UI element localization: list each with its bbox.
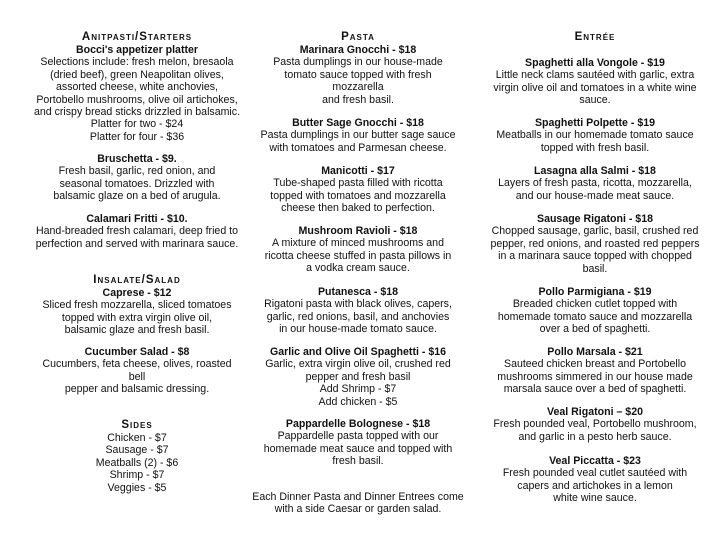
item-desc-line: Platter for two - $24 (90, 118, 184, 131)
item-desc-line: Rigatoni pasta with black olives, capers, (264, 298, 452, 311)
item-desc-line: (dried beef), green Neapolitan olives, (50, 68, 224, 81)
menu-footer-note (252, 491, 464, 516)
menu-item-putanesca (252, 286, 464, 336)
item-desc-line: virgin olive oil and tomatoes in a white wine (493, 81, 697, 94)
item-desc-line: mozzarella (332, 81, 384, 94)
side-item: Meatballs (2) - $6 (95, 456, 179, 469)
item-desc-line: and crispy bread sticks drizzled in balsamic. (33, 106, 241, 119)
item-desc-line: pepper, red onions, and roasted red peppers (490, 237, 700, 250)
footer-line: Each Dinner Pasta and Dinner Entrees come (252, 491, 464, 503)
menu-item-garlic-oil-spaghetti (252, 346, 464, 408)
side-item: Chicken - $7 (107, 432, 167, 444)
item-name: Mushroom Ravioli - $18 (298, 225, 418, 237)
menu-item-veal-rigatoni (476, 406, 714, 443)
item-name: Cucumber Salad - $8 (84, 346, 190, 358)
item-desc-line: capers and artichokes in a lemon (517, 479, 673, 492)
item-desc-line: Garlic, extra virgin olive oil, crushed red (265, 358, 451, 371)
item-desc-line: bell (128, 370, 146, 383)
item-desc-line: balsamic glaze on a bed of arugula. (53, 190, 221, 203)
item-desc-line: topped with fresh basil. (540, 141, 650, 154)
menu-item-bruschetta (22, 153, 252, 203)
item-desc-line: Fresh pounded veal cutlet sautéed with (502, 467, 688, 480)
item-desc-line: in a marinara sauce topped with chopped (498, 250, 692, 263)
item-desc-line: sauce. (579, 94, 611, 107)
menu-item-calamari (22, 213, 252, 250)
item-name: Pollo Parmigiana - $19 (538, 286, 652, 298)
item-desc-line: Layers of fresh pasta, ricotta, mozzarella, (498, 177, 692, 190)
item-desc-line: Sliced fresh mozzarella, sliced tomatoes (42, 299, 232, 312)
item-desc-line: Platter for four - $36 (89, 130, 185, 143)
item-desc-line: over a bed of spaghetti. (539, 323, 651, 336)
item-desc-line: and garlic in a pesto herb sauce. (518, 430, 672, 443)
item-desc-line: seasonal tomatoes. Drizzled with (59, 177, 215, 190)
sides-section (22, 419, 252, 494)
antipasti-heading: Anitpasti/Starters (81, 31, 193, 43)
item-desc-line: white wine sauce. (553, 492, 637, 505)
item-desc-line: A mixture of minced mushrooms and (272, 237, 444, 250)
menu-item-marinara-gnocchi (252, 44, 464, 106)
item-desc-line: Hand-breaded fresh calamari, deep fried to (36, 225, 238, 238)
item-name: Bocci's appetizer platter (75, 44, 199, 56)
item-desc-line: Pasta dumplings in our butter sage sauce (260, 129, 456, 142)
pasta-heading: Pasta (341, 31, 375, 43)
item-desc-line: marsala sauce over a bed of spaghetti. (503, 383, 687, 396)
menu-item-pollo-parmigiana (476, 286, 714, 336)
item-desc-line: tomato sauce topped with fresh (284, 68, 432, 81)
item-desc-line: topped with tomatoes and mozzarella (270, 189, 446, 202)
item-name: Garlic and Olive Oil Spaghetti - $16 (269, 346, 447, 358)
entree-heading: Entrée (574, 31, 616, 43)
item-desc-line: Fresh basil, garlic, red onion, and (58, 165, 216, 178)
item-desc-line: Selections include: fresh melon, bresaola (40, 56, 234, 69)
item-desc-line: assorted cheese, white anchovies, (56, 81, 218, 94)
item-desc-line: in our house-made tomato sauce. (279, 323, 437, 336)
sides-heading: Sides (121, 419, 153, 431)
item-name: Putanesca - $18 (317, 286, 399, 298)
item-name: Calamari Fritti - $10. (86, 213, 188, 225)
item-desc-line: ricotta cheese stuffed in pasta pillows in (264, 249, 452, 262)
item-desc-line: mushrooms simmered in our house made (497, 370, 693, 383)
side-item: Shrimp - $7 (109, 469, 165, 482)
menu-item-pappardelle-bolognese (252, 418, 464, 468)
item-desc-line: basil. (582, 262, 608, 275)
menu-item-mushroom-ravioli (252, 225, 464, 275)
item-desc-line: Add chicken - $5 (318, 395, 398, 408)
menu-item-platter (22, 44, 252, 143)
menu-item-vongole (476, 57, 714, 107)
item-name: Pollo Marsala - $21 (547, 346, 643, 358)
side-item: Sausage - $7 (105, 444, 169, 457)
item-desc-line: Meatballs in our homemade tomato sauce (496, 129, 694, 142)
menu-item-lasagna (476, 165, 714, 202)
menu-item-caprese (22, 287, 252, 337)
item-desc-line: homemade tomato sauce and mozzarella (497, 310, 693, 323)
item-desc-line: homemade meat sauce and topped with (263, 442, 453, 455)
item-desc-line: Fresh pounded veal, Portobello mushroom, (493, 418, 697, 431)
item-desc-line: Chopped sausage, garlic, basil, crushed red (491, 225, 699, 238)
item-desc-line: garlic, red onions, basil, and anchovies (266, 310, 450, 323)
insalate-heading: Insalate/Salad (93, 274, 181, 286)
item-name: Veal Piccatta - $23 (549, 455, 641, 467)
item-desc-line: a vodka cream sauce. (306, 262, 410, 275)
item-desc-line: Little neck clams sautéed with garlic, extra (495, 69, 695, 82)
item-desc-line: fresh basil. (332, 455, 384, 468)
item-desc-line: pepper and fresh basil (305, 370, 411, 383)
item-desc-line: Pappardelle pasta topped with our (277, 430, 439, 443)
menu-item-polpette (476, 117, 714, 154)
item-name: Spaghetti alla Vongole - $19 (525, 57, 665, 69)
item-name: Caprese - $12 (102, 287, 172, 299)
item-name: Butter Sage Gnocchi - $18 (292, 117, 424, 129)
item-desc-line: Breaded chicken cutlet topped with (512, 298, 678, 311)
item-name: Lasagna alla Salmi - $18 (534, 165, 656, 177)
item-desc-line: balsamic glaze and fresh basil. (64, 324, 210, 337)
item-desc-line: and our house-made meat sauce. (515, 189, 675, 202)
menu-item-veal-piccatta (476, 455, 714, 505)
item-desc-line: Add Shrimp - $7 (319, 383, 397, 396)
item-desc-line: cheese then baked to perfection. (281, 202, 435, 215)
menu-item-sausage-rigatoni (476, 213, 714, 275)
item-desc-line: Sauteed chicken breast and Portobello (504, 358, 686, 371)
item-desc-line: with tomatoes and Parmesan cheese. (269, 141, 447, 154)
item-name: Marinara Gnocchi - $18 (299, 44, 417, 56)
item-desc-line: topped with extra virgin olive oil, (61, 311, 213, 324)
item-name: Sausage Rigatoni - $18 (537, 213, 653, 225)
item-desc-line: pepper and balsamic dressing. (64, 383, 210, 396)
item-desc-line: perfection and served with marinara sauce. (35, 237, 239, 250)
menu-item-manicotti (252, 165, 464, 215)
menu-item-cucumber-salad (22, 346, 252, 396)
item-desc-line: Portobello mushrooms, olive oil artichokes, (36, 93, 238, 106)
item-name: Manicotti - $17 (321, 165, 395, 177)
item-name: Spaghetti Polpette - $19 (534, 117, 656, 129)
item-desc-line: Tube-shaped pasta filled with ricotta (273, 177, 443, 190)
item-desc-line: Cucumbers, feta cheese, olives, roasted (42, 358, 232, 371)
side-item: Veggies - $5 (107, 481, 167, 494)
footer-line: with a side Caesar or garden salad. (274, 503, 442, 516)
item-name: Pappardelle Bolognese - $18 (285, 418, 431, 430)
menu-item-butter-sage-gnocchi (252, 117, 464, 154)
item-name: Bruschetta - $9. (97, 153, 177, 165)
item-desc-line: Pasta dumplings in our house-made (273, 56, 443, 69)
item-name: Veal Rigatoni – $20 (547, 406, 643, 418)
menu-item-pollo-marsala (476, 346, 714, 396)
item-desc-line: and fresh basil. (322, 93, 394, 106)
